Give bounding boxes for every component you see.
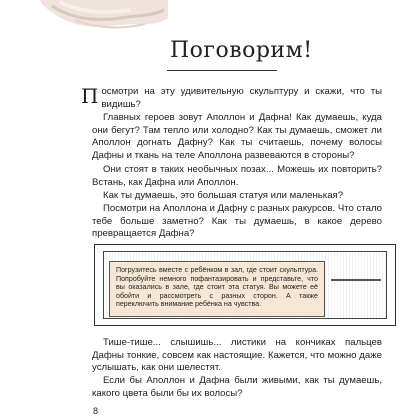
paragraph-poses: Они стоят в таких необычных позах... Можешь их повторить? Встань, как Дафна или Аполлон.: [92, 164, 382, 188]
parent-note-frame: [94, 244, 396, 326]
paragraph-heroes: Главных героев зовут Аполлон и Дафна! Как думаешь, куда они бегут? Там тепло или холодно? Как ты думаешь, сможет ли Аполлон догнать Дафну? Как ты считаешь, почему волосы Дафны и ткань на теле Аполлона развеваются в стороны?: [92, 112, 382, 161]
paragraph-size: Как ты думаешь, это большая статуя или маленькая?: [103, 190, 344, 201]
parent-note-text: Погрузитесь вместе с ребёнком в зал, где стоит скульптура. Попробуйте немного пофантазировать и представьте, что вы оказались в зале, где стоит эта статуя. Вы можете её обойти и рассмотреть с разных сторон. А также переключить внимание ребёнка на чувства.: [116, 266, 318, 309]
cream-smear-decoration: [40, 0, 170, 36]
paragraph-angles: Посмотри на Аполлона и Дафну с разных ракурсов. Что стало тебе больше заметно? Как ты думаешь, в какое дерево превращается Дафна?: [92, 203, 382, 240]
paragraph-intro-text: осмотри на эту удивительную скульптуру и скажи, что ты видишь?: [101, 86, 382, 110]
paragraph-intro: [81, 84, 382, 111]
parent-note-box: [109, 261, 325, 317]
title-underline: [167, 70, 277, 71]
page-title: Поговорим!: [170, 38, 313, 63]
paragraph-hair: Если бы Аполлон и Дафна были живыми, как ты думаешь, какого цвета были бы их волосы?: [92, 375, 382, 399]
frame-divider-line: [331, 279, 381, 281]
page-number: 8: [93, 406, 99, 416]
drop-cap: П: [81, 84, 99, 108]
paragraph-leaves: Тише-тише... слышишь... листики на кончиках пальцев Дафны тонкие, совсем как настоящие. Кажется, что можно даже услышать, как они шелестят.: [92, 337, 382, 374]
